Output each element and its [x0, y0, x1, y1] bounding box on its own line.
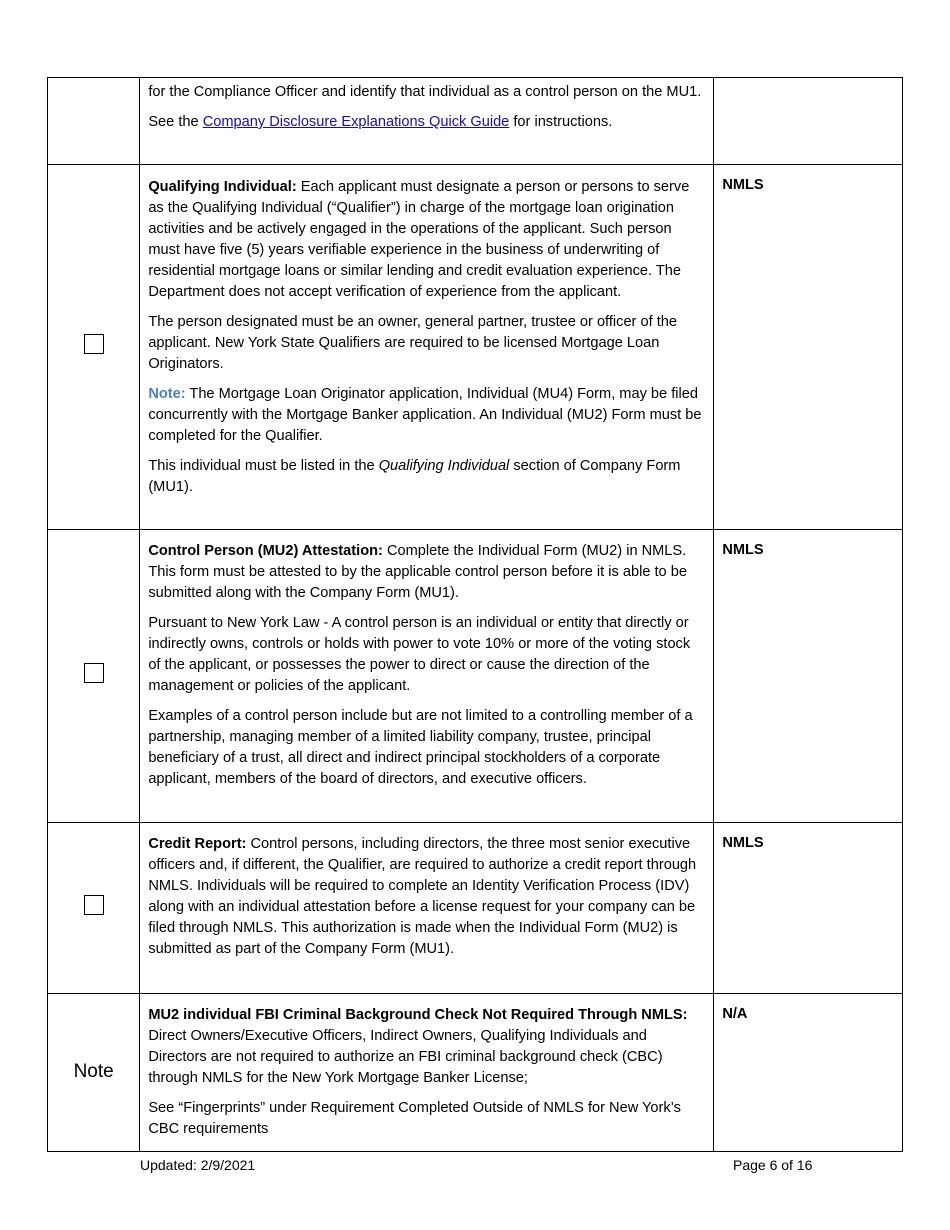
checkbox-cell — [48, 823, 140, 994]
paragraph: Pursuant to New York Law - A control person is an individual or entity that directly or indirectly owns, controls or holds with power to vote 10% or more of the voting stock of the applicant, or possesses the power to direct or cause the direction of the management or policies of the applicant. — [148, 615, 691, 694]
requirement-cell — [140, 823, 714, 994]
note-cell — [48, 994, 140, 1152]
italic-text: Qualifying Individual — [378, 458, 510, 474]
source-label: N/A — [722, 1006, 748, 1022]
control-person-checkbox[interactable] — [84, 663, 104, 683]
text: section of Company Form (MU1). — [148, 458, 681, 495]
source-label: NMLS — [722, 177, 764, 193]
requirement-cell — [140, 994, 714, 1152]
table-row — [48, 994, 903, 1152]
paragraph: The person designated must be an owner, general partner, trustee or officer of the applicant. New York State Qualifiers are required to be licensed Mortgage Loan Originators. — [148, 314, 677, 372]
requirement-cell — [140, 78, 714, 165]
requirement-heading: Control Person (MU2) Attestation: — [148, 543, 383, 559]
paragraph: Direct Owners/Executive Officers, Indirect Owners, Qualifying Individuals and Directors are not required to authorize an FBI criminal background check (CBC) through NMLS for the New York Mortgage Banker License; — [148, 1028, 663, 1086]
paragraph — [148, 1005, 705, 1026]
text: See the — [148, 114, 203, 130]
footer-page-number: Page 6 of 16 — [733, 1157, 813, 1173]
text: Complete the Individual Form (MU2) in NMLS. This form must be attested to by the applicable control person before it is able to be submitted along with the Company Form (MU1). — [148, 543, 687, 601]
paragraph — [148, 112, 705, 133]
table-row — [48, 78, 903, 165]
note-row-label: Note — [73, 1061, 114, 1082]
source-label: NMLS — [722, 542, 764, 558]
source-cell — [714, 823, 903, 994]
table-row — [48, 165, 903, 530]
paragraph: Examples of a control person include but are not limited to a controlling member of a partnership, managing member of a limited liability company, trustee, principal beneficiary of a trust, all direct and indirect principal stockholders of a corporate applicant, members of the board of directors, and executive officers. — [148, 708, 693, 787]
text: Control persons, including directors, the three most senior executive officers and, if different, the Qualifier, are required to authorize a credit report through NMLS. Individuals will be required to complete an Identity Verification Process (IDV) along with an individual attestation before a license request for your company can be filed through NMLS. This authorization is made when the Individual Form (MU2) is submitted as part of the Company Form (MU1). — [148, 836, 697, 957]
paragraph — [148, 177, 705, 303]
checkbox-cell — [48, 78, 140, 165]
source-cell — [714, 994, 903, 1152]
text: The Mortgage Loan Originator application, Individual (MU4) Form, may be filed concurrently with the Mortgage Banker application. An Individual (MU2) Form must be completed for the Qualifier. — [148, 386, 702, 444]
paragraph — [148, 541, 705, 604]
text: for instructions. — [509, 114, 613, 130]
note-label: Note: — [148, 386, 186, 402]
company-disclosure-quick-guide-link[interactable]: Company Disclosure Explanations Quick Guide — [202, 114, 510, 130]
source-cell — [714, 78, 903, 165]
requirement-heading: Credit Report: — [148, 836, 247, 852]
paragraph — [148, 456, 705, 498]
qualifying-individual-checkbox[interactable] — [84, 334, 104, 354]
source-label: NMLS — [722, 835, 764, 851]
checkbox-cell — [48, 165, 140, 530]
paragraph — [148, 834, 705, 960]
table-row — [48, 530, 903, 823]
text: Each applicant must designate a person or persons to serve as the Qualifying Individual (“Qualifier”) in charge of the mortgage loan origination activities and be actively engaged in the operations of the applicant. Such person must have five (5) years verifiable experience in the business of underwriting of residential mortgage loans or similar lending and credit evaluation experience. The Department does not accept verification of experience from the applicant. — [148, 179, 690, 300]
requirement-cell — [140, 165, 714, 530]
table-row — [48, 823, 903, 994]
requirement-cell — [140, 530, 714, 823]
checkbox-cell — [48, 530, 140, 823]
text: This individual must be listed in the — [148, 458, 379, 474]
paragraph — [148, 384, 705, 447]
paragraph: See “Fingerprints” under Requirement Completed Outside of NMLS for New York’s CBC requirements — [148, 1100, 681, 1137]
footer-updated: Updated: 2/9/2021 — [140, 1157, 256, 1173]
requirement-heading: MU2 individual FBI Criminal Background Check Not Required Through NMLS: — [148, 1007, 688, 1023]
paragraph: for the Compliance Officer and identify that individual as a control person on the MU1. — [148, 84, 702, 100]
credit-report-checkbox[interactable] — [84, 895, 104, 915]
requirements-table — [47, 77, 903, 1152]
requirement-heading: Qualifying Individual: — [148, 179, 297, 195]
source-cell — [714, 165, 903, 530]
source-cell — [714, 530, 903, 823]
